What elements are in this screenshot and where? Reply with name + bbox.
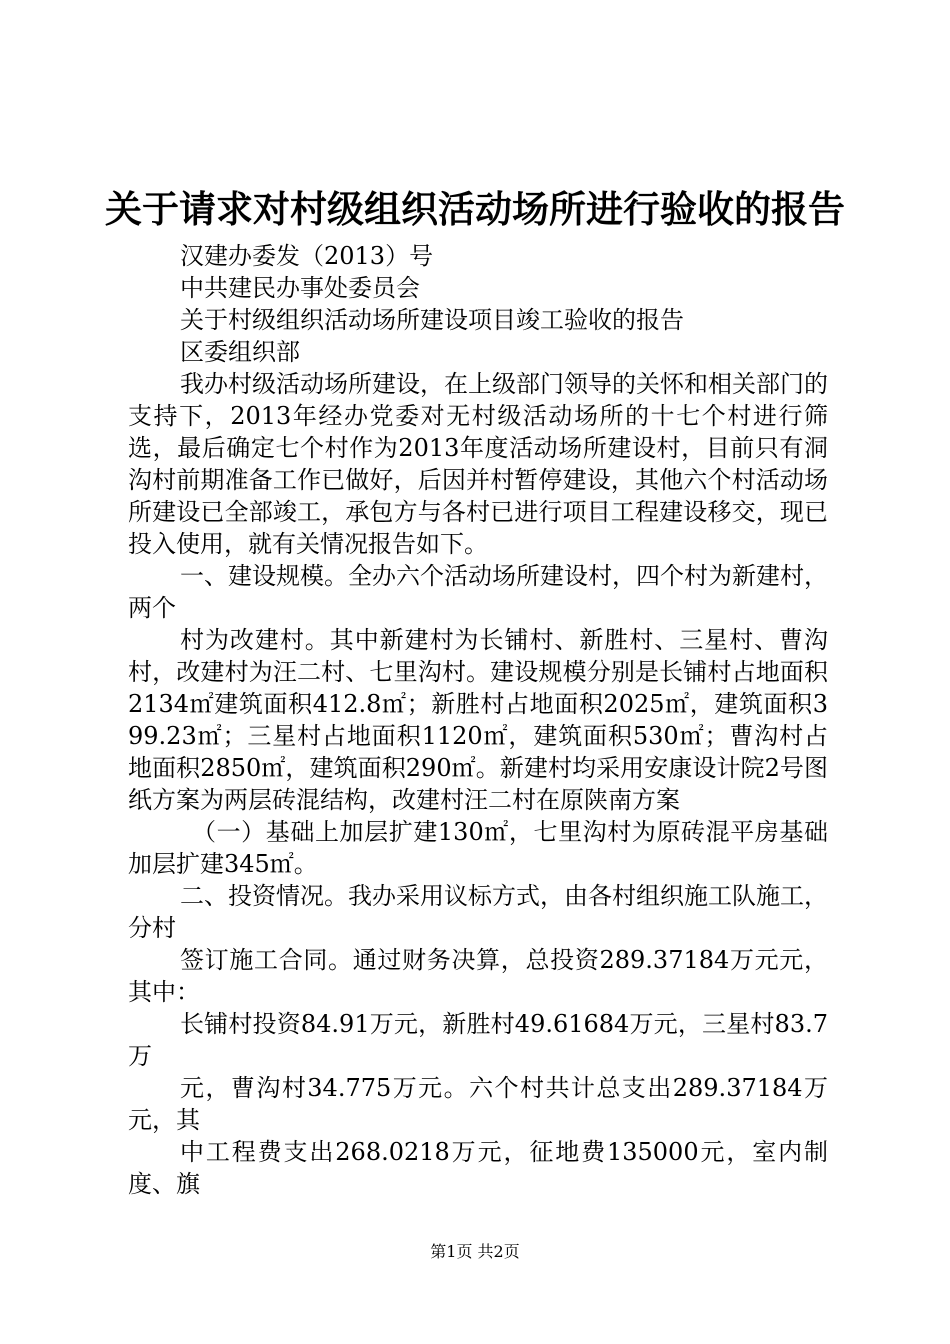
paragraph-investment-villages: 长铺村投资84.91万元，新胜村49.61684万元，三星村83.7万 [128,1010,828,1070]
paragraph-scale-extension: （一）基础上加层扩建130㎡，七里沟村为原砖混平房基础加层扩建345㎡。 [128,818,828,878]
document-title: 关于请求对村级组织活动场所进行验收的报告 [105,187,845,231]
paragraph-investment-costs: 中工程费支出268.0218万元，征地费135000元，室内制度、旗 [128,1138,828,1198]
recipient-line: 区委组织部 [180,338,300,366]
paragraph-investment-contract: 签订施工合同。通过财务决算，总投资289.37184万元元，其中： [128,946,828,1006]
paragraph-investment-total: 元，曹沟村34.775万元。六个村共计总支出289.37184万元，其 [128,1074,828,1134]
paragraph-scale-detail: 村为改建村。其中新建村为长铺村、新胜村、三星村、曹沟村，改建村为汪二村、七里沟村。建设规模分别是长铺村占地面积2134㎡建筑面积412.8㎡；新胜村占地面积2025㎡，建筑面积399.23㎡；三星村占地面积1120㎡，建筑面积530㎡；曹沟村占地面积2850㎡，建筑面积290㎡。新建村均采用安康设计院2号图纸方案为两层砖混结构，改建村汪二村在原陕南方案 [128,626,828,814]
document-number: 汉建办委发（2013）号 [180,242,434,270]
paragraph-intro: 我办村级活动场所建设，在上级部门领导的关怀和相关部门的支持下，2013年经办党委对无村级活动场所的十七个村进行筛选，最后确定七个村作为2013年度活动场所建设村，目前只有洞沟村前期准备工作已做好，后因并村暂停建设，其他六个村活动场所建设已全部竣工，承包方与各村已进行项目工程建设移交，现已投入使用，就有关情况报告如下。 [128,370,828,558]
issuing-organization: 中共建民办事处委员会 [180,274,420,302]
paragraph-investment-heading: 二、投资情况。我办采用议标方式，由各村组织施工队施工，分村 [128,882,828,942]
report-subject-line: 关于村级组织活动场所建设项目竣工验收的报告 [180,306,684,334]
page-number-footer: 第1页 共2页 [430,1242,520,1261]
document-body [128,240,828,1200]
paragraph-scale-heading: 一、建设规模。全办六个活动场所建设村，四个村为新建村，两个 [128,562,828,622]
